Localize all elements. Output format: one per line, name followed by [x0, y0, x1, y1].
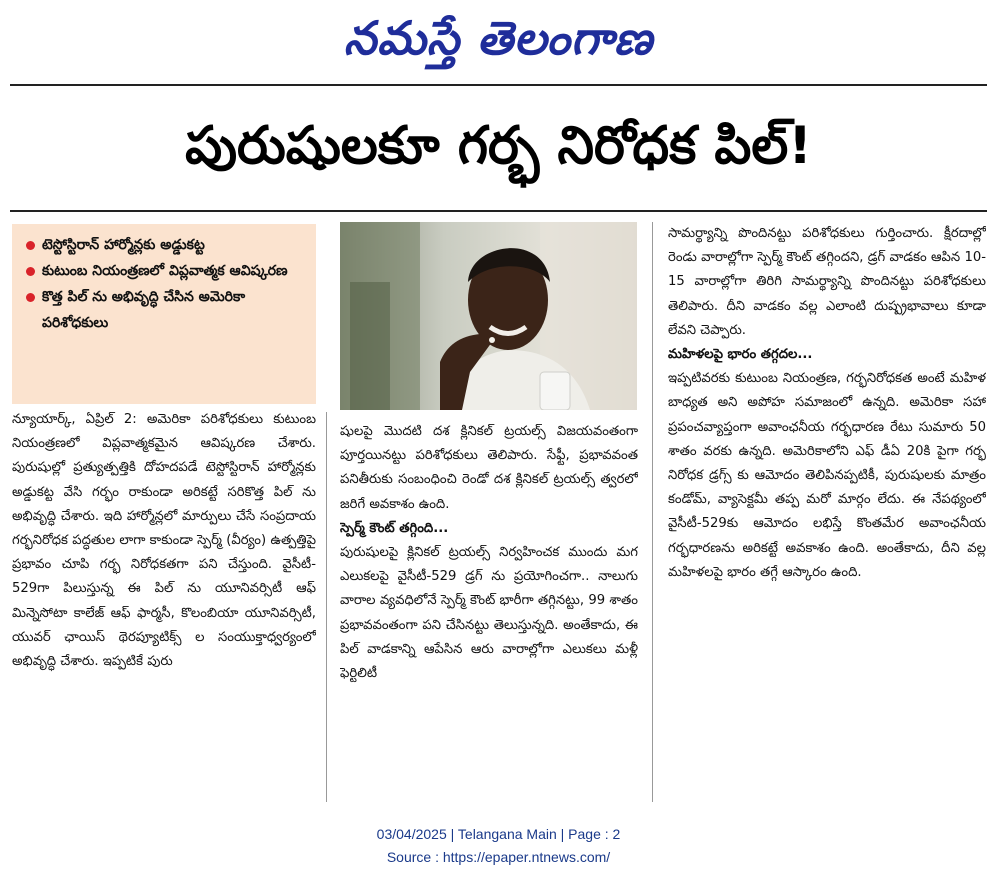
highlight-item: టెస్టోస్టిరాన్ హార్మోన్లకు అడ్డుకట్ట — [24, 232, 308, 258]
article-photo — [340, 222, 637, 410]
column-3-text-continued: ఇప్పటివరకు కుటుంబ నియంత్రణ, గర్భనిరోధకత అంటే మహిళ బాధ్యత అని అపోహ సమాజంలో ఉన్నది. అమెరికా సహా ప్రపంచవ్యాప్తంగా అవాంఛనీయ గర్భధారణ రేటు సుమారు 50 శాతం వరకు ఉన్నది. అమెరికాలోని ఎఫ్ డీఏ 20కి పైగా గర్భ నిరోధక డ్రగ్స్ కు ఆమోదం తెలిపినప్పటికీ, పురుషులకు మాత్రం కండోమ్, వ్యాసెక్టమీ తప్ప మరో మార్గం లేదు. ఈ నేపథ్యంలో వైసీటీ-529కు ఆమోదం లభిస్తే కొంతమేర అవాంఛనీయ గర్భధారణను అరికట్టే అవకాశం ఉంది. అంతేకాదు, దీని వల్ల మహిళలపై భారం తగ్గే ఆస్కారం ఉంది. — [668, 371, 986, 580]
column-2-text: షులపై మొదటి దశ క్లినికల్ ట్రయల్స్ విజయవంతంగా పూర్తయినట్టు పరిశోధకులు తెలిపారు. సేఫ్టీ, ప్రభావవంత పనితీరుకు సంబంధించి రెండో దశ క్లినికల్ ట్రయల్స్ త్వరలో జరిగే అవకాశం ఉంది. — [340, 424, 638, 512]
article-column-2 — [340, 420, 638, 804]
masthead-rule — [10, 84, 987, 86]
column-3-text: సామర్థ్యాన్ని పొందినట్టు పరిశోధకులు గుర్తించారు. క్షీరదాల్లో రెండు వారాల్లోగా స్పెర్మ్ కౌంట్ తగ్గిందని, డ్రగ్ వాడకం ఆపిన 10-15 వారాల్లోగా తిరిగి సామర్థ్యాన్ని పొందినట్టు పరిశోధకులు తెలిపారు. దీని వాడకం వల్ల ఎలాంటి దుష్ప్రభావాలు కూడా లేవని చెప్పారు. — [668, 226, 986, 338]
column-3-subhead: మహిళలపై భారం తగ్గదల... — [668, 347, 813, 363]
headline: పురుషులకూ గర్భ నిరోధక పిల్! — [185, 116, 812, 176]
column-divider — [326, 412, 327, 802]
column-2-text-continued: పురుషులపై క్లినికల్ ట్రయల్స్ నిర్వహించక ముందు మగ ఎలుకలపై వైసీటీ-529 డ్రగ్ ను ప్రయోగించగా.. నాలుగు వారాల వ్యవధిలోనే స్పెర్మ్ కౌంట్ భారీగా తగ్గినట్టు, 99 శాతం ప్రభావవంతంగా పని చేసినట్టు తెలుస్తున్నది. అంతేకాదు, ఈ పిల్ వాడకాన్ని ఆపేసిన ఆరు వారాల్లోగా ఎలుకలు మళ్లీ ఫెర్టిలిటీ — [340, 545, 638, 682]
article-column-3 — [668, 222, 986, 804]
man-taking-pill-illustration — [340, 222, 637, 410]
footer-source-line: Source : https://epaper.ntnews.com/ — [386, 849, 611, 865]
column-1-text: న్యూయార్క్, ఏప్రిల్ 2: అమెరికా పరిశోధకులు కుటుంబ నియంత్రణలో విప్లవాత్మకమైన ఆవిష్కరణ చేశారు. పురుషుల్లో ప్రత్యుత్పత్తికి దోహదపడే టెస్టోస్టిరాన్ హార్మోన్లకు అడ్డుకట్ట వేసి గర్భం రాకుండా అరికట్టే సరికొత్త పిల్ ను అభివృద్ధి చేశారు. ఇది హార్మోన్లలో మార్పులు చేసే సంప్రదాయ గర్భనిరోధక పద్ధతుల లాగా కాకుండా స్పెర్మ్ (వీర్యం) ఉత్పత్తిపై ప్రభావం చూపి గర్భ నిరోధకతగా పని చేస్తుంది. వైసీటీ- 529గా పిలుస్తున్న ఈ పిల్ ను యూనివర్సిటీ ఆఫ్ మిన్నెసోటా కాలేజ్ ఆఫ్ ఫార్మసీ, కొలంబియా యూనివర్సిటీ, యువర్ ఛాయిస్ థెరప్యూటిక్స్ ల సంయుక్తాధ్వర్యంలో అభివృద్ధి చేశారు. ఇప్పటికే పురు — [12, 412, 316, 670]
headline-rule — [10, 210, 987, 212]
column-divider — [652, 222, 653, 802]
highlights-box — [12, 224, 316, 404]
footer-date-line: 03/04/2025 | Telangana Main | Page : 2 — [376, 826, 621, 842]
column-2-subhead: స్పెర్మ్ కౌంట్ తగ్గింది... — [340, 520, 449, 536]
highlight-item: కుటుంబ నియంత్రణలో విప్లవాత్మక ఆవిష్కరణ — [24, 258, 308, 284]
highlight-item: కొత్త పిల్ ను అభివృద్ధి చేసిన అమెరికా పరిశోధకులు — [24, 284, 308, 336]
masthead: నమస్తే తెలంగాణ — [343, 11, 654, 65]
article-column-1 — [12, 408, 316, 804]
